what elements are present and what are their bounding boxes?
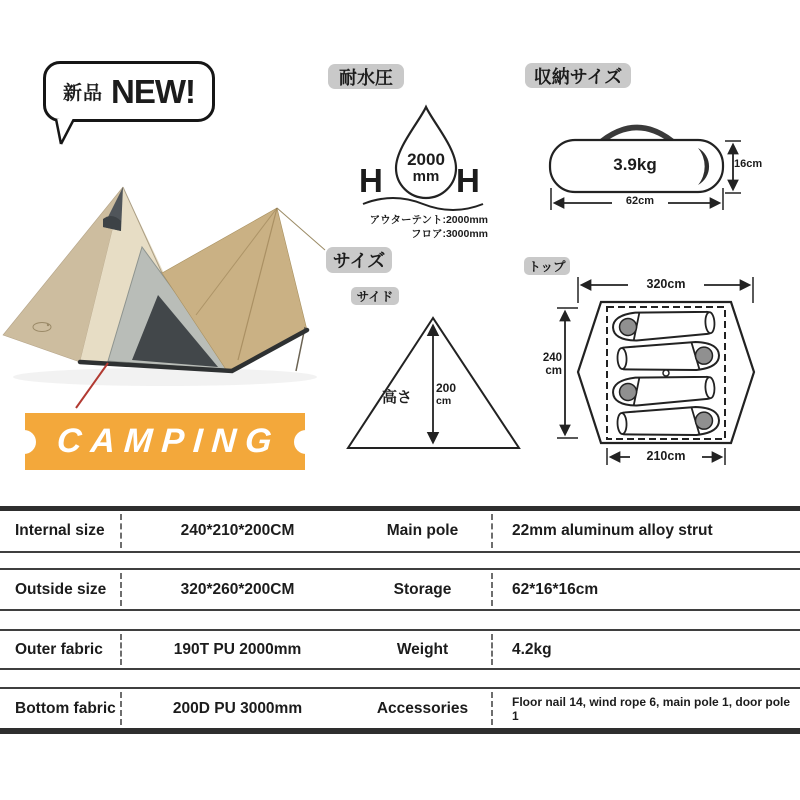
triangle-height-label: 高さ (382, 389, 413, 406)
water-level-h-right: H (456, 162, 480, 199)
camping-banner (25, 413, 305, 470)
spec-label: Internal size (15, 522, 105, 539)
new-badge-bubble (43, 61, 215, 122)
waterproof-note-floor: フロア:3000mm (410, 227, 488, 240)
spec-label: Outer fabric (15, 640, 103, 658)
column-divider (491, 514, 493, 548)
side-view-label: サイド (351, 287, 399, 305)
spec-value: 320*260*200CM (180, 580, 295, 598)
water-level-h-left: H (359, 162, 383, 199)
table-bottom-border (0, 728, 800, 734)
column-divider (120, 634, 122, 665)
column-divider (491, 634, 493, 665)
tent-photo-illustration (0, 155, 330, 425)
spec-label: Weight (396, 640, 449, 658)
waterproof-notes (336, 214, 488, 241)
bag-height-value: 16cm (734, 158, 763, 170)
table-row (0, 629, 800, 670)
column-divider (120, 514, 122, 548)
waterproof-note-outer: アウターテント:2000mm (369, 214, 488, 226)
waterproof-section-label: 耐水圧 (328, 64, 404, 89)
bag-weight-value: 3.9kg (613, 155, 657, 174)
storage-size-section-label: 収納サイズ (525, 63, 631, 88)
new-badge-en-label: NEW! (111, 72, 195, 110)
spec-label: Bottom fabric (15, 699, 116, 717)
spec-label: Outside size (15, 580, 107, 598)
table-row (0, 511, 800, 553)
spec-value: 200D PU 3000mm (172, 699, 303, 717)
plan-depth-unit: cm (545, 365, 562, 377)
waterproof-unit: mm (412, 168, 440, 185)
plan-bottom-width-value: 210cm (630, 449, 702, 463)
column-divider (120, 573, 122, 606)
spec-value: Floor nail 14, wind rope 6, main pole 1, door pole 1 (512, 694, 791, 723)
triangle-height-value: 200 (436, 381, 457, 395)
new-badge-jp-label: 新品 (63, 83, 104, 104)
spec-value: 190T PU 2000mm (173, 640, 302, 658)
size-section-label: サイズ (326, 247, 392, 273)
plan-top-width-value: 320cm (628, 277, 704, 291)
column-divider (491, 692, 493, 725)
spec-value: 4.2kg (512, 640, 552, 658)
spec-label: Accessories (376, 699, 469, 717)
waterproof-value: 2000 (407, 150, 445, 169)
banner-left-notch (12, 430, 36, 454)
plan-depth-value (530, 352, 562, 378)
triangle-height-unit: cm (436, 395, 452, 407)
side-triangle-diagram (338, 312, 522, 454)
spec-label: Storage (393, 580, 452, 598)
floor-plan-diagram (540, 272, 790, 467)
column-divider (120, 692, 122, 725)
camping-banner-label: CAMPING (55, 422, 283, 460)
spec-value: 22mm aluminum alloy strut (512, 522, 713, 539)
spec-value: 62*16*16cm (512, 580, 599, 598)
top-view-label: トップ (524, 257, 570, 275)
banner-right-notch (294, 430, 318, 454)
spec-label: Main pole (386, 522, 459, 539)
table-row (0, 568, 800, 611)
column-divider (491, 573, 493, 606)
speech-bubble-tail-icon (50, 119, 84, 147)
plan-depth-number: 240 (542, 352, 562, 364)
spec-value: 240*210*200CM (180, 522, 295, 539)
table-row (0, 687, 800, 728)
bag-length-value: 62cm (612, 195, 668, 207)
